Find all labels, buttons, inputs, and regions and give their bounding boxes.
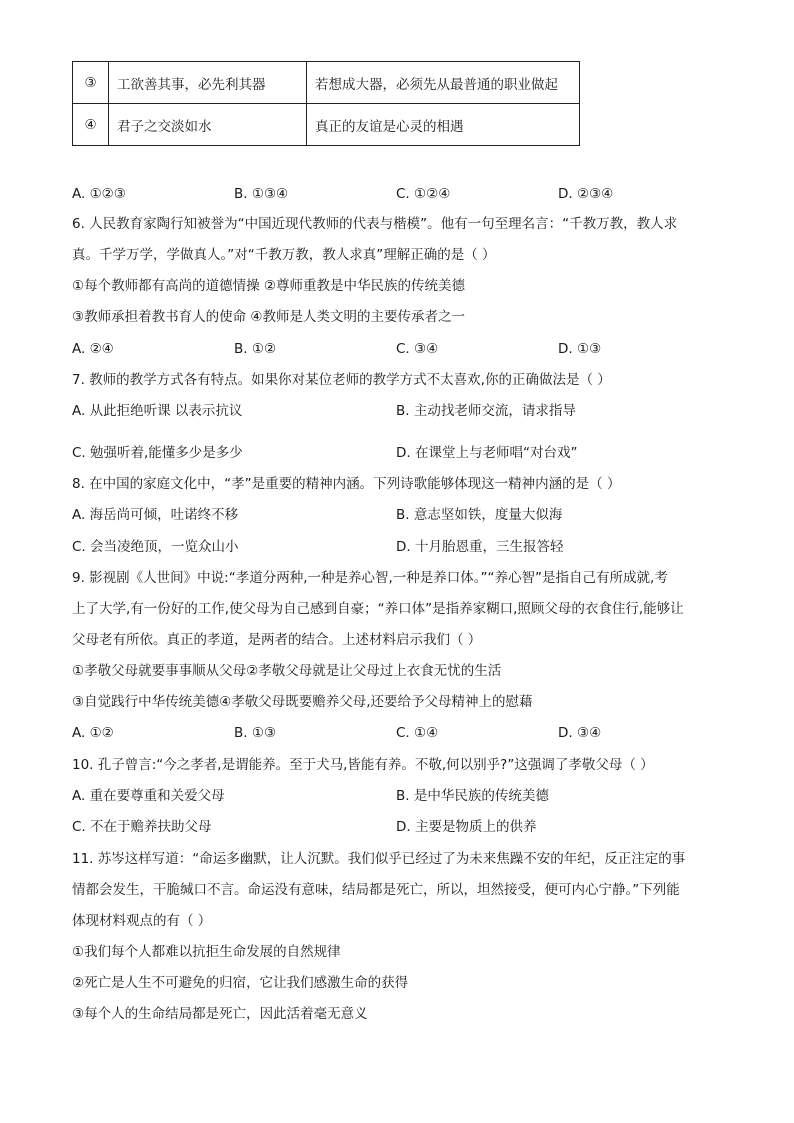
- q7-option-a: A. 从此拒绝听课 以表示抗议: [72, 403, 243, 419]
- q9-option-b: B. ①③: [234, 725, 277, 741]
- table-row: [73, 62, 580, 104]
- row-number: ④: [73, 104, 109, 146]
- q9-option-d: D. ③④: [558, 725, 602, 741]
- q6-option-d: D. ①③: [558, 341, 602, 357]
- q5-option-c: C. ①②④: [396, 186, 451, 202]
- q8-option-c: C. 会当凌绝顶，一览众山小: [72, 539, 239, 555]
- q10-stem: 10. 孔子曾言:“今之孝者,是谓能养。至于犬马,皆能有养。不敬,何以别乎?”这强调了孝敬父母（ ）: [72, 757, 654, 773]
- q9-option-c: C. ①④: [396, 725, 439, 741]
- q5-option-a: A. ①②③: [72, 186, 126, 202]
- q10-option-b: B. 是中华民族的传统美德: [396, 788, 549, 804]
- q10-option-a: A. 重在要尊重和关爱父母: [72, 788, 225, 804]
- q8-stem: 8. 在中国的家庭文化中，“孝”是重要的精神内涵。下列诗歌能够体现这一精神内涵的是（ ）: [72, 476, 621, 492]
- q6-stem-line: 真。千学万学，学做真人。”对“千教万教，教人求真”理解正确的是（ ）: [72, 247, 496, 263]
- q11-statement-line: ①我们每个人都难以抗拒生命发展的自然规律: [72, 944, 341, 960]
- q8-option-d: D. 十月胎恩重，三生报答轻: [396, 539, 564, 555]
- q10-option-d: D. 主要是物质上的供养: [396, 819, 537, 835]
- meaning-cell: 真正的友谊是心灵的相遇: [307, 104, 580, 146]
- q11-statement-line: ②死亡是人生不可避免的归宿，它让我们感激生命的获得: [72, 975, 409, 991]
- q9-statement-line: ③自觉践行中华传统美德④孝敬父母既要赡养父母,还要给予父母精神上的慰藉: [72, 694, 533, 710]
- q5-option-d: D. ②③④: [558, 186, 614, 202]
- q11-stem-line: 体现材料观点的有（ ）: [72, 913, 212, 929]
- q6-option-a: A. ②④: [72, 341, 114, 357]
- q11-stem-line: 情都会发生，干脆缄口不言。命运没有意味，结局都是死亡，所以，坦然接受，便可内心宁静。”下列能: [72, 882, 680, 898]
- saying-cell: 君子之交淡如水: [109, 104, 307, 146]
- sayings-table: [72, 61, 580, 146]
- table-row: [73, 104, 580, 146]
- q7-stem: 7. 教师的教学方式各有特点。如果你对某位老师的教学方式不太喜欢,你的正确做法是（ ）: [72, 372, 611, 388]
- q9-stem-line: 上了大学,有一份好的工作,使父母为自己感到自豪；“养口体”是指养家糊口,照顾父母的衣食住行,能够让: [72, 601, 684, 617]
- q9-stem-line: 9. 影视剧《人世间》中说:“孝道分两种,一种是养心智,一种是养口体。”“养心智”是指自己有所成就,考: [72, 570, 668, 586]
- q9-option-a: A. ①②: [72, 725, 114, 741]
- meaning-cell: 若想成大器，必须先从最普通的职业做起: [307, 62, 580, 104]
- q7-option-b: B. 主动找老师交流，请求指导: [396, 403, 576, 419]
- q10-option-c: C. 不在于赡养扶助父母: [72, 819, 212, 835]
- q6-statement-line: ①每个教师都有高尚的道德情操 ②尊师重教是中华民族的传统美德: [72, 278, 465, 294]
- saying-cell: 工欲善其事，必先利其器: [109, 62, 307, 104]
- q11-statement-line: ③每个人的生命结局都是死亡，因此活着毫无意义: [72, 1006, 368, 1022]
- q8-option-b: B. 意志坚如铁，度量大似海: [396, 507, 563, 523]
- q6-stem-line: 6. 人民教育家陶行知被誉为“中国近现代教师的代表与楷模”。他有一句至理名言：“千教万教，教人求: [72, 216, 678, 232]
- q9-statement-line: ①孝敬父母就要事事顺从父母②孝敬父母就是让父母过上衣食无忧的生活: [72, 663, 502, 679]
- q6-statement-line: ③教师承担着教书育人的使命 ④教师是人类文明的主要传承者之一: [72, 309, 465, 325]
- q7-option-d: D. 在课堂上与老师唱“对台戏”: [396, 445, 578, 461]
- q11-stem-line: 11. 苏岑这样写道：“命运多幽默，让人沉默。我们似乎已经过了为未来焦躁不安的年纪，反正注定的事: [72, 851, 686, 867]
- q5-option-b: B. ①③④: [234, 186, 289, 202]
- q6-option-b: B. ①②: [234, 341, 277, 357]
- q6-option-c: C. ③④: [396, 341, 439, 357]
- q8-option-a: A. 海岳尚可倾，吐诺终不移: [72, 507, 239, 523]
- q7-option-c: C. 勉强听着,能懂多少是多少: [72, 445, 243, 461]
- row-number: ③: [73, 62, 109, 104]
- q9-stem-line: 父母老有所依。真正的孝道，是两者的结合。上述材料启示我们（ ）: [72, 632, 482, 648]
